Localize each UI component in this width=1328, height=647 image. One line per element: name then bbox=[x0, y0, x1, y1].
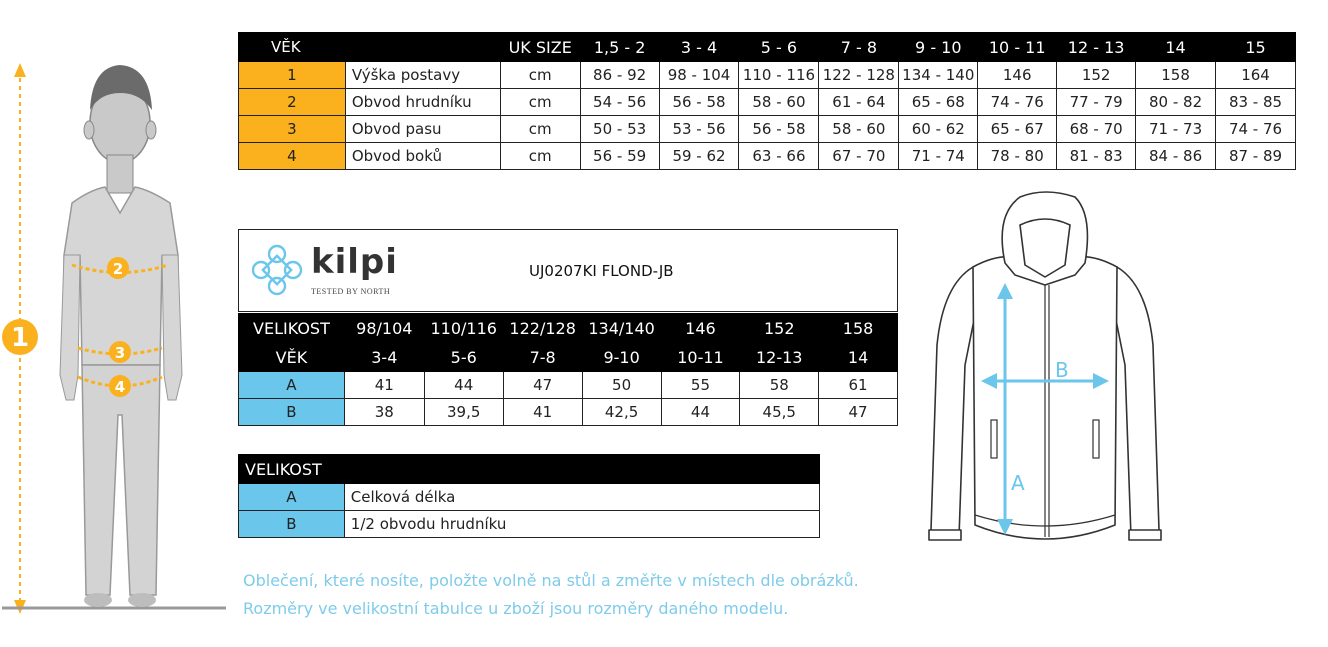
value-cell: 38 bbox=[344, 399, 424, 426]
value-cell: 59 - 62 bbox=[659, 143, 739, 170]
brand-tagline: TESTED BY NORTH bbox=[311, 287, 391, 296]
value-cell: 84 - 86 bbox=[1136, 143, 1216, 170]
value-cell: 44 bbox=[661, 399, 740, 426]
value-cell: 78 - 80 bbox=[978, 143, 1057, 170]
row-label: Obvod boků bbox=[345, 143, 500, 170]
instruction-note: Rozměry ve velikostní tabulce u zboží jsou rozměry daného modelu. bbox=[243, 599, 789, 618]
size-header: 14 bbox=[1136, 33, 1216, 62]
row-label: Obvod hrudníku bbox=[345, 89, 500, 116]
legend-header: VELIKOST bbox=[239, 455, 820, 484]
row-number: 3 bbox=[239, 116, 346, 143]
table-row bbox=[239, 399, 898, 426]
value-cell: 146 bbox=[978, 62, 1057, 89]
value-cell: 47 bbox=[819, 399, 898, 426]
unit-cell: cm bbox=[500, 62, 580, 89]
value-cell: 86 - 92 bbox=[580, 62, 659, 89]
value-cell: 42,5 bbox=[582, 399, 661, 426]
measurement-legend-table bbox=[238, 454, 820, 538]
value-cell: 81 - 83 bbox=[1057, 143, 1136, 170]
size-header: 110/116 bbox=[424, 314, 503, 343]
value-cell: 134 - 140 bbox=[899, 62, 978, 89]
table-row bbox=[239, 511, 820, 538]
value-cell: 68 - 70 bbox=[1057, 116, 1136, 143]
value-cell: 61 - 64 bbox=[819, 89, 899, 116]
product-size-table bbox=[238, 313, 898, 426]
legend-label: B bbox=[239, 511, 345, 538]
value-cell: 74 - 76 bbox=[1216, 116, 1296, 143]
size-header: 5 - 6 bbox=[739, 33, 819, 62]
size-header: 10 - 11 bbox=[978, 33, 1057, 62]
jacket-label-b: B bbox=[1055, 358, 1069, 382]
value-cell: 87 - 89 bbox=[1216, 143, 1296, 170]
size-chart-header bbox=[239, 33, 1296, 62]
value-cell: 60 - 62 bbox=[899, 116, 978, 143]
marker-2: 2 bbox=[112, 260, 124, 278]
size-label: VELIKOST bbox=[239, 314, 345, 343]
value-cell: 77 - 79 bbox=[1057, 89, 1136, 116]
kilpi-knot-logo bbox=[249, 242, 305, 298]
size-header: 12 - 13 bbox=[1057, 33, 1136, 62]
age-header: 9-10 bbox=[582, 343, 661, 372]
value-cell: 39,5 bbox=[424, 399, 503, 426]
instruction-note: Oblečení, které nosíte, položte volně na stůl a změřte v místech dle obrázků. bbox=[243, 571, 859, 590]
size-header: 9 - 10 bbox=[899, 33, 978, 62]
value-cell: 44 bbox=[424, 372, 503, 399]
size-header: 146 bbox=[661, 314, 740, 343]
product-header bbox=[238, 229, 898, 312]
row-label: Obvod pasu bbox=[345, 116, 500, 143]
row-label: Výška postavy bbox=[345, 62, 500, 89]
jacket-illustration bbox=[925, 185, 1165, 570]
size-header: 134/140 bbox=[582, 314, 661, 343]
value-cell: 55 bbox=[661, 372, 740, 399]
unit-cell: cm bbox=[500, 89, 580, 116]
value-cell: 65 - 68 bbox=[899, 89, 978, 116]
age-header: 10-11 bbox=[661, 343, 740, 372]
row-label: B bbox=[239, 399, 345, 426]
value-cell: 98 - 104 bbox=[659, 62, 739, 89]
age-header: 5-6 bbox=[424, 343, 503, 372]
size-header: 15 bbox=[1216, 33, 1296, 62]
age-header: VĚK bbox=[239, 33, 501, 62]
unit-cell: cm bbox=[500, 116, 580, 143]
value-cell: 56 - 59 bbox=[580, 143, 659, 170]
legend-text: Celková délka bbox=[344, 484, 819, 511]
row-number: 2 bbox=[239, 89, 346, 116]
value-cell: 80 - 82 bbox=[1136, 89, 1216, 116]
marker-3: 3 bbox=[114, 344, 126, 362]
age-header: 7-8 bbox=[503, 343, 582, 372]
value-cell: 50 bbox=[582, 372, 661, 399]
value-cell: 41 bbox=[503, 399, 582, 426]
value-cell: 58 - 60 bbox=[819, 116, 899, 143]
marker-1: 1 bbox=[10, 323, 30, 353]
value-cell: 56 - 58 bbox=[739, 116, 819, 143]
value-cell: 63 - 66 bbox=[739, 143, 819, 170]
value-cell: 41 bbox=[344, 372, 424, 399]
size-header: 98/104 bbox=[344, 314, 424, 343]
value-cell: 152 bbox=[1057, 62, 1136, 89]
marker-4: 4 bbox=[114, 378, 126, 396]
row-label: A bbox=[239, 372, 345, 399]
age-header: 12-13 bbox=[740, 343, 819, 372]
age-header: 3-4 bbox=[344, 343, 424, 372]
value-cell: 61 bbox=[819, 372, 898, 399]
value-cell: 110 - 116 bbox=[739, 62, 819, 89]
age-row bbox=[239, 343, 898, 372]
brand-name: kilpi bbox=[311, 242, 398, 282]
size-chart-table bbox=[238, 32, 1296, 170]
row-number: 4 bbox=[239, 143, 346, 170]
value-cell: 83 - 85 bbox=[1216, 89, 1296, 116]
legend-label: A bbox=[239, 484, 345, 511]
value-cell: 74 - 76 bbox=[978, 89, 1057, 116]
value-cell: 56 - 58 bbox=[659, 89, 739, 116]
age-label: VĚK bbox=[239, 343, 345, 372]
value-cell: 54 - 56 bbox=[580, 89, 659, 116]
size-header: 3 - 4 bbox=[659, 33, 739, 62]
value-cell: 65 - 67 bbox=[978, 116, 1057, 143]
value-cell: 58 - 60 bbox=[739, 89, 819, 116]
unit-cell: cm bbox=[500, 143, 580, 170]
value-cell: 67 - 70 bbox=[819, 143, 899, 170]
age-header: 14 bbox=[819, 343, 898, 372]
value-cell: 158 bbox=[1136, 62, 1216, 89]
value-cell: 71 - 74 bbox=[899, 143, 978, 170]
value-cell: 53 - 56 bbox=[659, 116, 739, 143]
value-cell: 122 - 128 bbox=[819, 62, 899, 89]
size-header: 152 bbox=[740, 314, 819, 343]
child-figure bbox=[0, 55, 230, 620]
table-row bbox=[239, 143, 1296, 170]
row-number: 1 bbox=[239, 62, 346, 89]
value-cell: 164 bbox=[1216, 62, 1296, 89]
jacket-label-a: A bbox=[1011, 471, 1025, 495]
table-row bbox=[239, 89, 1296, 116]
size-header: 122/128 bbox=[503, 314, 582, 343]
uk-size-header: UK SIZE bbox=[500, 33, 580, 62]
legend-text: 1/2 obvodu hrudníku bbox=[344, 511, 819, 538]
size-header: 158 bbox=[819, 314, 898, 343]
table-row bbox=[239, 372, 898, 399]
value-cell: 58 bbox=[740, 372, 819, 399]
size-row bbox=[239, 314, 898, 343]
table-row bbox=[239, 116, 1296, 143]
legend-header-row bbox=[239, 455, 820, 484]
value-cell: 71 - 73 bbox=[1136, 116, 1216, 143]
product-code: UJ0207KI FLOND-JB bbox=[529, 262, 674, 280]
size-header: 7 - 8 bbox=[819, 33, 899, 62]
value-cell: 47 bbox=[503, 372, 582, 399]
value-cell: 50 - 53 bbox=[580, 116, 659, 143]
value-cell: 45,5 bbox=[740, 399, 819, 426]
size-header: 1,5 - 2 bbox=[580, 33, 659, 62]
table-row bbox=[239, 62, 1296, 89]
table-row bbox=[239, 484, 820, 511]
